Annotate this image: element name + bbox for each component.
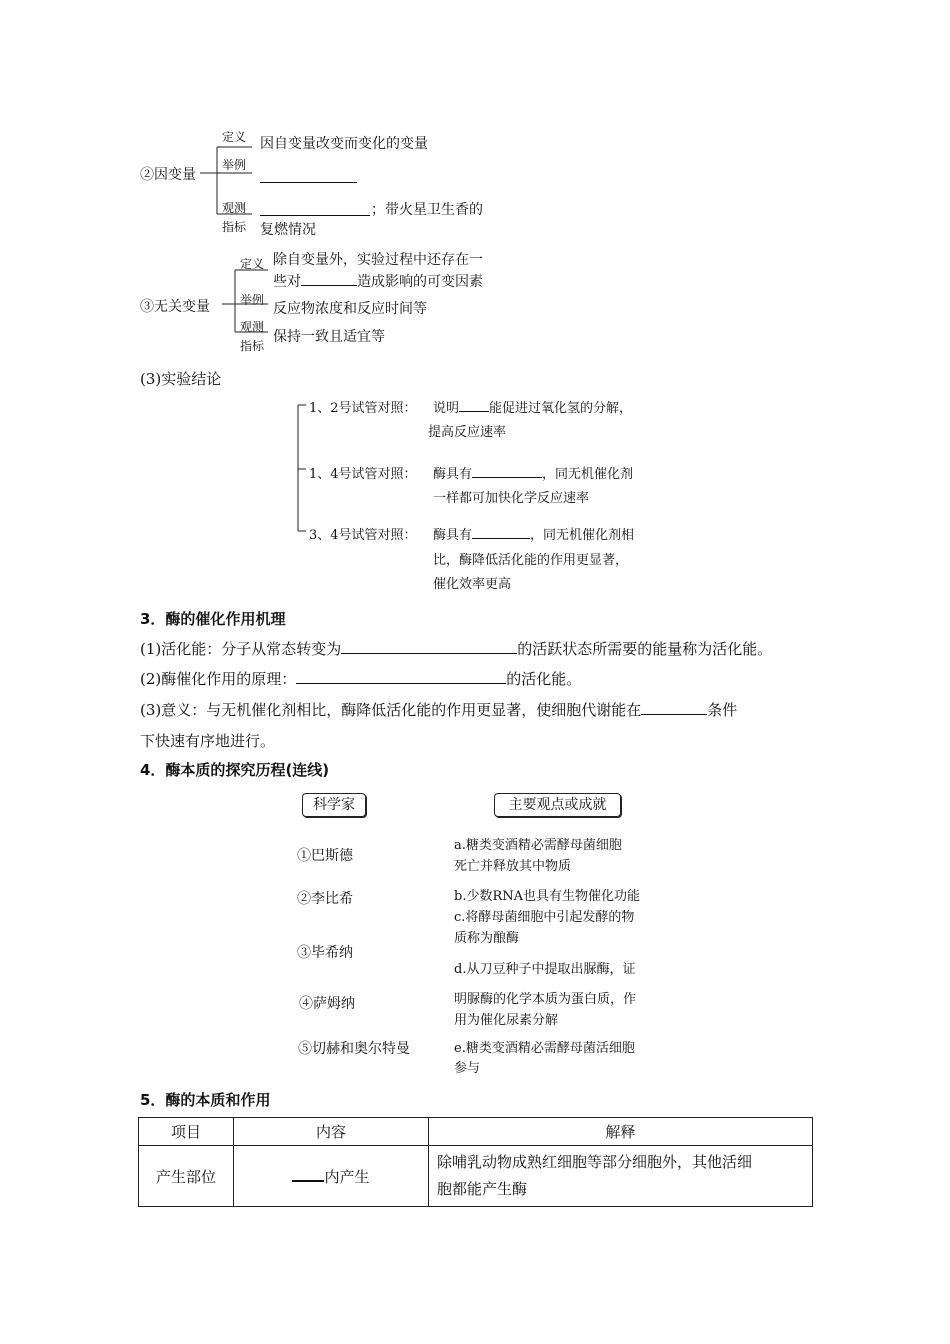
observation-tag-2: 指标 xyxy=(222,220,247,234)
observation-text-2: 复燃情况 xyxy=(260,222,316,238)
conclusion-row-1-text-2: 提高反应速率 xyxy=(428,425,507,440)
table-cell-item: 产生部位 xyxy=(139,1146,234,1207)
conclusion-row-3-text: 酶具有 ，同无机催化剂相 xyxy=(433,524,634,543)
scientist-5: ⑤切赫和奥尔特曼 xyxy=(298,1041,410,1057)
section-3-paragraph-3: (3)意义：与无机催化剂相比，酶降低活化能的作用更显著，使细胞代谢能在 条件 xyxy=(140,701,738,719)
table-header-explain: 解释 xyxy=(429,1118,813,1146)
viewpoint-e-line-2: 参与 xyxy=(454,1061,481,1076)
observation-tag-1: 观测 xyxy=(222,201,247,215)
scientist-box: 科学家 xyxy=(302,793,366,817)
viewpoint-a-line-1: a.糖类变酒精必需酵母菌细胞 xyxy=(454,838,622,853)
conclusion-row-2-text-2: 一样都可加快化学反应速率 xyxy=(433,491,590,506)
conclusion-row-2-text: 酶具有 ，同无机催化剂 xyxy=(433,463,633,482)
definition-text-2: 些对 造成影响的可变因素 xyxy=(273,271,483,291)
observation-text-1: ；带火星卫生香的 xyxy=(371,202,483,218)
conclusion-row-3-text-2: 比，酶降低活化能的作用更显著， xyxy=(433,553,629,568)
table-row xyxy=(139,1146,813,1207)
table-cell-explain: 除哺乳动物成熟红细胞等部分细胞外，其他活细 胞都能产生酶 xyxy=(429,1146,813,1207)
scientist-1: ①巴斯德 xyxy=(297,848,353,864)
viewpoint-box: 主要观点或成就 xyxy=(494,793,621,817)
conclusion-row-3-text-3: 催化效率更高 xyxy=(433,577,512,592)
section-5-title: 5．酶的本质和作用 xyxy=(140,1091,271,1109)
observation-blank xyxy=(260,201,370,216)
dependent-variable-label: ②因变量 xyxy=(140,167,196,183)
conclusion-row-3-head: 3、4号试管对照： xyxy=(309,528,417,543)
section-3-title: 3．酶的催化作用机理 xyxy=(140,610,286,628)
viewpoint-d-line-3: 用为催化尿素分解 xyxy=(454,1013,559,1028)
viewpoint-a-line-2: 死亡并释放其中物质 xyxy=(454,859,572,874)
conclusion-row-1-text: 说明 能促进过氧化氢的分解， xyxy=(433,397,632,416)
viewpoint-c-line-2: 质称为酿酶 xyxy=(454,931,520,946)
enzyme-table xyxy=(138,1117,813,1207)
example-text: 反应物浓度和反应时间等 xyxy=(273,301,427,317)
observation-text: 保持一致且适宜等 xyxy=(273,329,385,345)
section-3-paragraph-1: (1)活化能：分子从常态转变为 的活跃状态所需要的能量称为活化能。 xyxy=(140,640,773,658)
table-header-content: 内容 xyxy=(234,1118,429,1146)
observation-tag-1: 观测 xyxy=(240,320,265,334)
viewpoint-d-line-2: 明脲酶的化学本质为蛋白质，作 xyxy=(454,992,637,1007)
example-tag: 举例 xyxy=(240,293,265,307)
table-header-item: 项目 xyxy=(139,1118,234,1146)
example-blank xyxy=(260,168,357,183)
section-3-paragraph-3-cont: 下快速有序地进行。 xyxy=(140,732,276,750)
scientist-3: ③毕希纳 xyxy=(297,945,353,961)
conclusion-row-1-head: 1、2号试管对照： xyxy=(309,401,417,416)
table-cell-content: 内产生 xyxy=(234,1146,429,1207)
viewpoint-c-line-1: c.将酵母菌细胞中引起发酵的物 xyxy=(454,910,635,925)
viewpoint-b-line-1: b.少数RNA也具有生物催化功能 xyxy=(454,889,641,904)
viewpoint-d-line-1: d.从刀豆种子中提取出脲酶，证 xyxy=(454,962,636,977)
definition-text: 因自变量改变而变化的变量 xyxy=(260,136,428,152)
conclusion-row-2-head: 1、4号试管对照： xyxy=(309,467,417,482)
definition-tag: 定义 xyxy=(240,257,265,271)
observation-tag-2: 指标 xyxy=(240,339,265,353)
section-3-paragraph-2: (2)酶催化作用的原理： 的活化能。 xyxy=(140,670,582,688)
viewpoint-e-line-1: e.糖类变酒精必需酵母菌活细胞 xyxy=(454,1041,635,1056)
scientist-4: ④萨姆纳 xyxy=(299,996,355,1012)
section-4-title: 4．酶本质的探究历程(连线) xyxy=(140,761,330,779)
irrelevant-variable-label: ③无关变量 xyxy=(140,299,210,315)
scientist-2: ②李比希 xyxy=(297,891,353,907)
definition-text-1: 除自变量外，实验过程中还存在一 xyxy=(273,252,483,268)
example-tag: 举例 xyxy=(222,158,247,172)
conclusion-heading: (3)实验结论 xyxy=(140,370,222,388)
definition-tag: 定义 xyxy=(222,130,247,144)
